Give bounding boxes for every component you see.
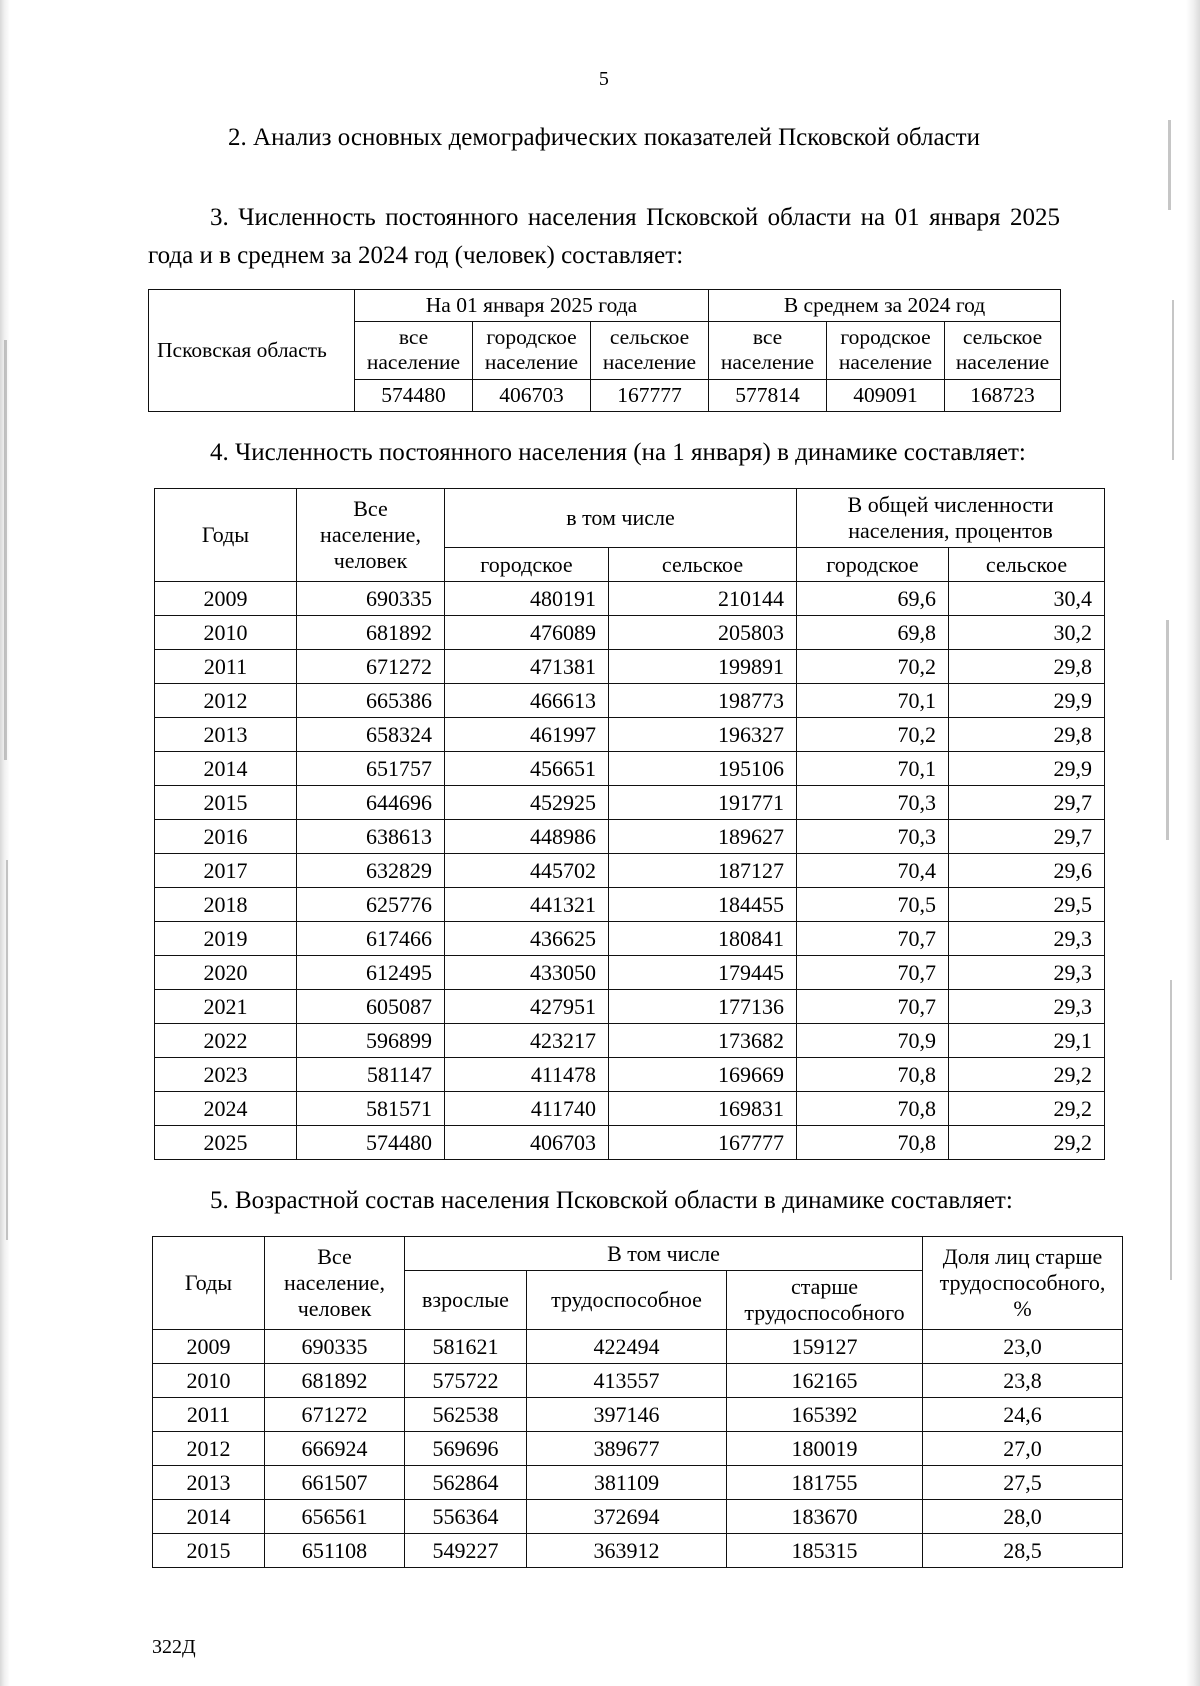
cell-share: 27,5 [923, 1466, 1123, 1500]
value-cell: 167777 [591, 379, 709, 411]
cell-rural_pct: 29,2 [949, 1126, 1105, 1160]
paragraph-item-5: 5. Возрастной состав населения Псковской области в динамике составляет: [210, 1187, 1013, 1215]
cell-all: 644696 [297, 786, 445, 820]
cell-urban: 406703 [445, 1126, 609, 1160]
table-row [153, 1534, 1123, 1568]
cell-year: 2013 [155, 718, 297, 752]
cell-share: 28,5 [923, 1534, 1123, 1568]
cell-year: 2009 [153, 1330, 265, 1364]
cell-urban: 441321 [445, 888, 609, 922]
cell-urban_pct: 70,7 [797, 990, 949, 1024]
cell-working: 363912 [527, 1534, 727, 1568]
cell-urban_pct: 70,1 [797, 684, 949, 718]
cell-urban_pct: 70,9 [797, 1024, 949, 1058]
cell-all: 574480 [297, 1126, 445, 1160]
cell-rural: 173682 [609, 1024, 797, 1058]
value-cell: 168723 [945, 379, 1061, 411]
table-row [155, 684, 1105, 718]
cell-rural_pct: 29,8 [949, 718, 1105, 752]
cell-year: 2010 [153, 1364, 265, 1398]
cell-rural_pct: 29,2 [949, 1092, 1105, 1126]
cell-urban_pct: 70,3 [797, 786, 949, 820]
cell-year: 2011 [155, 650, 297, 684]
cell-rural: 189627 [609, 820, 797, 854]
cell-urban_pct: 70,2 [797, 650, 949, 684]
cell-rural: 196327 [609, 718, 797, 752]
table-row [155, 1058, 1105, 1092]
cell-rural_pct: 29,5 [949, 888, 1105, 922]
value-cell: 577814 [709, 379, 827, 411]
value-cell: 574480 [355, 379, 473, 411]
value-cell: 409091 [827, 379, 945, 411]
cell-urban_pct: 70,8 [797, 1058, 949, 1092]
scan-edge-left [0, 0, 10, 1686]
cell-all: 632829 [297, 854, 445, 888]
cell-year: 2017 [155, 854, 297, 888]
cell-rural: 167777 [609, 1126, 797, 1160]
page-number: 5 [598, 68, 610, 90]
cell-all: 671272 [297, 650, 445, 684]
cell-urban_pct: 69,8 [797, 616, 949, 650]
cell-adults: 562538 [405, 1398, 527, 1432]
table-row [155, 786, 1105, 820]
cell-rural: 177136 [609, 990, 797, 1024]
cell-year: 2012 [155, 684, 297, 718]
table-body [155, 582, 1105, 1160]
table-header-row [153, 1237, 1123, 1271]
cell-year: 2018 [155, 888, 297, 922]
cell-rural: 191771 [609, 786, 797, 820]
cell-urban: 466613 [445, 684, 609, 718]
cell-rural_pct: 29,3 [949, 990, 1105, 1024]
cell-working: 397146 [527, 1398, 727, 1432]
cell-rural_pct: 29,2 [949, 1058, 1105, 1092]
cell-urban_pct: 70,8 [797, 1126, 949, 1160]
cell-all: 617466 [297, 922, 445, 956]
table-row [153, 1330, 1123, 1364]
cell-rural_pct: 29,3 [949, 922, 1105, 956]
value-cell: 406703 [473, 379, 591, 411]
cell-year: 2023 [155, 1058, 297, 1092]
header-years: Годы [153, 1237, 265, 1330]
cell-rural_pct: 29,7 [949, 786, 1105, 820]
sub-header-cell: сельское население [591, 322, 709, 380]
header-share-above: Доля лиц старше трудоспособного, % [923, 1237, 1123, 1330]
cell-urban: 411478 [445, 1058, 609, 1092]
scan-speck [4, 340, 7, 760]
cell-above: 181755 [727, 1466, 923, 1500]
table-row [153, 1500, 1123, 1534]
cell-working: 413557 [527, 1364, 727, 1398]
cell-share: 27,0 [923, 1432, 1123, 1466]
cell-rural_pct: 29,8 [949, 650, 1105, 684]
header-all-population: Все население, человек [297, 489, 445, 582]
group-header-cell: В среднем за 2024 год [709, 289, 1061, 321]
cell-year: 2015 [155, 786, 297, 820]
cell-adults: 575722 [405, 1364, 527, 1398]
header-years: Годы [155, 489, 297, 582]
cell-urban_pct: 69,6 [797, 582, 949, 616]
table-current-population [148, 289, 1061, 412]
cell-urban_pct: 70,7 [797, 956, 949, 990]
cell-urban: 456651 [445, 752, 609, 786]
cell-rural: 169831 [609, 1092, 797, 1126]
paragraph-item-4: 4. Численность постоянного населения (на 1 января) в динамике составляет: [210, 439, 1026, 467]
header-all-population: Все население, человек [265, 1237, 405, 1330]
cell-working: 389677 [527, 1432, 727, 1466]
cell-year: 2009 [155, 582, 297, 616]
cell-all: 651108 [265, 1534, 405, 1568]
cell-urban_pct: 70,8 [797, 1092, 949, 1126]
cell-all: 665386 [297, 684, 445, 718]
cell-above: 185315 [727, 1534, 923, 1568]
cell-all: 612495 [297, 956, 445, 990]
cell-working: 381109 [527, 1466, 727, 1500]
cell-all: 671272 [265, 1398, 405, 1432]
cell-above: 165392 [727, 1398, 923, 1432]
sub-header-cell: все население [355, 322, 473, 380]
cell-rural: 184455 [609, 888, 797, 922]
cell-rural: 180841 [609, 922, 797, 956]
cell-all: 666924 [265, 1432, 405, 1466]
table-header-row [155, 489, 1105, 548]
header-rural-pct: сельское [949, 548, 1105, 582]
cell-working: 422494 [527, 1330, 727, 1364]
cell-rural: 179445 [609, 956, 797, 990]
region-label-cell: Псковская область [149, 289, 355, 411]
scan-speck [1166, 620, 1169, 840]
cell-year: 2014 [155, 752, 297, 786]
cell-rural: 195106 [609, 752, 797, 786]
cell-rural: 205803 [609, 616, 797, 650]
table-row [153, 1432, 1123, 1466]
cell-adults: 556364 [405, 1500, 527, 1534]
cell-rural: 198773 [609, 684, 797, 718]
cell-share: 23,0 [923, 1330, 1123, 1364]
cell-all: 638613 [297, 820, 445, 854]
table-row [155, 990, 1105, 1024]
cell-share: 23,8 [923, 1364, 1123, 1398]
table-row [155, 956, 1105, 990]
header-rural: сельское [609, 548, 797, 582]
sub-header-cell: сельское население [945, 322, 1061, 380]
cell-adults: 581621 [405, 1330, 527, 1364]
table-row [153, 1364, 1123, 1398]
cell-year: 2021 [155, 990, 297, 1024]
table-body [153, 1330, 1123, 1568]
sub-header-cell: все население [709, 322, 827, 380]
cell-above: 159127 [727, 1330, 923, 1364]
table-row [155, 718, 1105, 752]
cell-rural_pct: 29,1 [949, 1024, 1105, 1058]
cell-year: 2025 [155, 1126, 297, 1160]
cell-above: 180019 [727, 1432, 923, 1466]
cell-above: 183670 [727, 1500, 923, 1534]
table-row [155, 650, 1105, 684]
cell-year: 2010 [155, 616, 297, 650]
cell-year: 2019 [155, 922, 297, 956]
paragraph-item-3: 3. Численность постоянного населения Псковской области на 01 января 2025 года и в среднем за 2024 год (человек) составляет: [148, 203, 1060, 269]
cell-adults: 569696 [405, 1432, 527, 1466]
table-row [155, 1126, 1105, 1160]
cell-all: 690335 [297, 582, 445, 616]
cell-urban_pct: 70,3 [797, 820, 949, 854]
cell-working: 372694 [527, 1500, 727, 1534]
scan-edge-right [1186, 0, 1200, 1686]
cell-urban: 452925 [445, 786, 609, 820]
section-heading: 2. Анализ основных демографических показателей Псковской области [228, 124, 980, 151]
cell-urban: 480191 [445, 582, 609, 616]
cell-urban_pct: 70,4 [797, 854, 949, 888]
cell-year: 2011 [153, 1398, 265, 1432]
table-age-composition [152, 1236, 1123, 1568]
cell-urban: 476089 [445, 616, 609, 650]
cell-urban: 445702 [445, 854, 609, 888]
cell-share: 28,0 [923, 1500, 1123, 1534]
cell-adults: 562864 [405, 1466, 527, 1500]
cell-year: 2012 [153, 1432, 265, 1466]
table-row [153, 1398, 1123, 1432]
cell-adults: 549227 [405, 1534, 527, 1568]
header-adults: взрослые [405, 1271, 527, 1330]
table-row [155, 1024, 1105, 1058]
cell-rural: 210144 [609, 582, 797, 616]
header-urban-pct: городское [797, 548, 949, 582]
header-working-age: трудоспособное [527, 1271, 727, 1330]
cell-rural: 169669 [609, 1058, 797, 1092]
header-share: В общей численности населения, процентов [797, 489, 1105, 548]
cell-all: 681892 [297, 616, 445, 650]
table-row [155, 582, 1105, 616]
table-row [155, 854, 1105, 888]
cell-all: 656561 [265, 1500, 405, 1534]
cell-rural_pct: 29,9 [949, 752, 1105, 786]
header-urban: городское [445, 548, 609, 582]
sub-header-cell: городское население [473, 322, 591, 380]
header-above-working-age: старше трудоспособного [727, 1271, 923, 1330]
cell-rural_pct: 29,3 [949, 956, 1105, 990]
cell-rural: 199891 [609, 650, 797, 684]
cell-urban_pct: 70,1 [797, 752, 949, 786]
cell-rural_pct: 29,9 [949, 684, 1105, 718]
cell-rural_pct: 29,7 [949, 820, 1105, 854]
cell-year: 2022 [155, 1024, 297, 1058]
cell-rural: 187127 [609, 854, 797, 888]
table-row [155, 1092, 1105, 1126]
cell-all: 605087 [297, 990, 445, 1024]
table-population-dynamics [154, 488, 1105, 1160]
cell-all: 581147 [297, 1058, 445, 1092]
cell-rural_pct: 30,2 [949, 616, 1105, 650]
table-row [155, 616, 1105, 650]
table-row [153, 1466, 1123, 1500]
cell-all: 596899 [297, 1024, 445, 1058]
cell-year: 2024 [155, 1092, 297, 1126]
cell-urban_pct: 70,2 [797, 718, 949, 752]
cell-urban: 471381 [445, 650, 609, 684]
cell-all: 690335 [265, 1330, 405, 1364]
table-row [155, 922, 1105, 956]
cell-urban: 427951 [445, 990, 609, 1024]
scan-speck [1170, 980, 1172, 1280]
cell-urban: 423217 [445, 1024, 609, 1058]
cell-urban: 448986 [445, 820, 609, 854]
table-row [155, 820, 1105, 854]
cell-urban: 461997 [445, 718, 609, 752]
cell-above: 162165 [727, 1364, 923, 1398]
header-including: в том числе [445, 489, 797, 548]
scan-speck [1168, 120, 1171, 210]
footer-document-code: 322Д [152, 1636, 196, 1658]
cell-year: 2014 [153, 1500, 265, 1534]
cell-all: 661507 [265, 1466, 405, 1500]
cell-all: 625776 [297, 888, 445, 922]
cell-rural_pct: 29,6 [949, 854, 1105, 888]
cell-year: 2015 [153, 1534, 265, 1568]
scan-speck [6, 860, 8, 1240]
cell-urban: 433050 [445, 956, 609, 990]
cell-rural_pct: 30,4 [949, 582, 1105, 616]
table-row [155, 752, 1105, 786]
cell-urban: 436625 [445, 922, 609, 956]
cell-urban: 411740 [445, 1092, 609, 1126]
cell-year: 2020 [155, 956, 297, 990]
scan-speck [1172, 300, 1174, 460]
group-header-cell: На 01 января 2025 года [355, 289, 709, 321]
cell-all: 681892 [265, 1364, 405, 1398]
cell-urban_pct: 70,7 [797, 922, 949, 956]
cell-year: 2016 [155, 820, 297, 854]
page-content [148, 0, 1106, 1568]
cell-urban_pct: 70,5 [797, 888, 949, 922]
sub-header-cell: городское население [827, 322, 945, 380]
cell-year: 2013 [153, 1466, 265, 1500]
table-row [149, 289, 1061, 321]
cell-all: 581571 [297, 1092, 445, 1126]
cell-all: 658324 [297, 718, 445, 752]
cell-share: 24,6 [923, 1398, 1123, 1432]
cell-all: 651757 [297, 752, 445, 786]
header-including: В том числе [405, 1237, 923, 1271]
table-row [155, 888, 1105, 922]
